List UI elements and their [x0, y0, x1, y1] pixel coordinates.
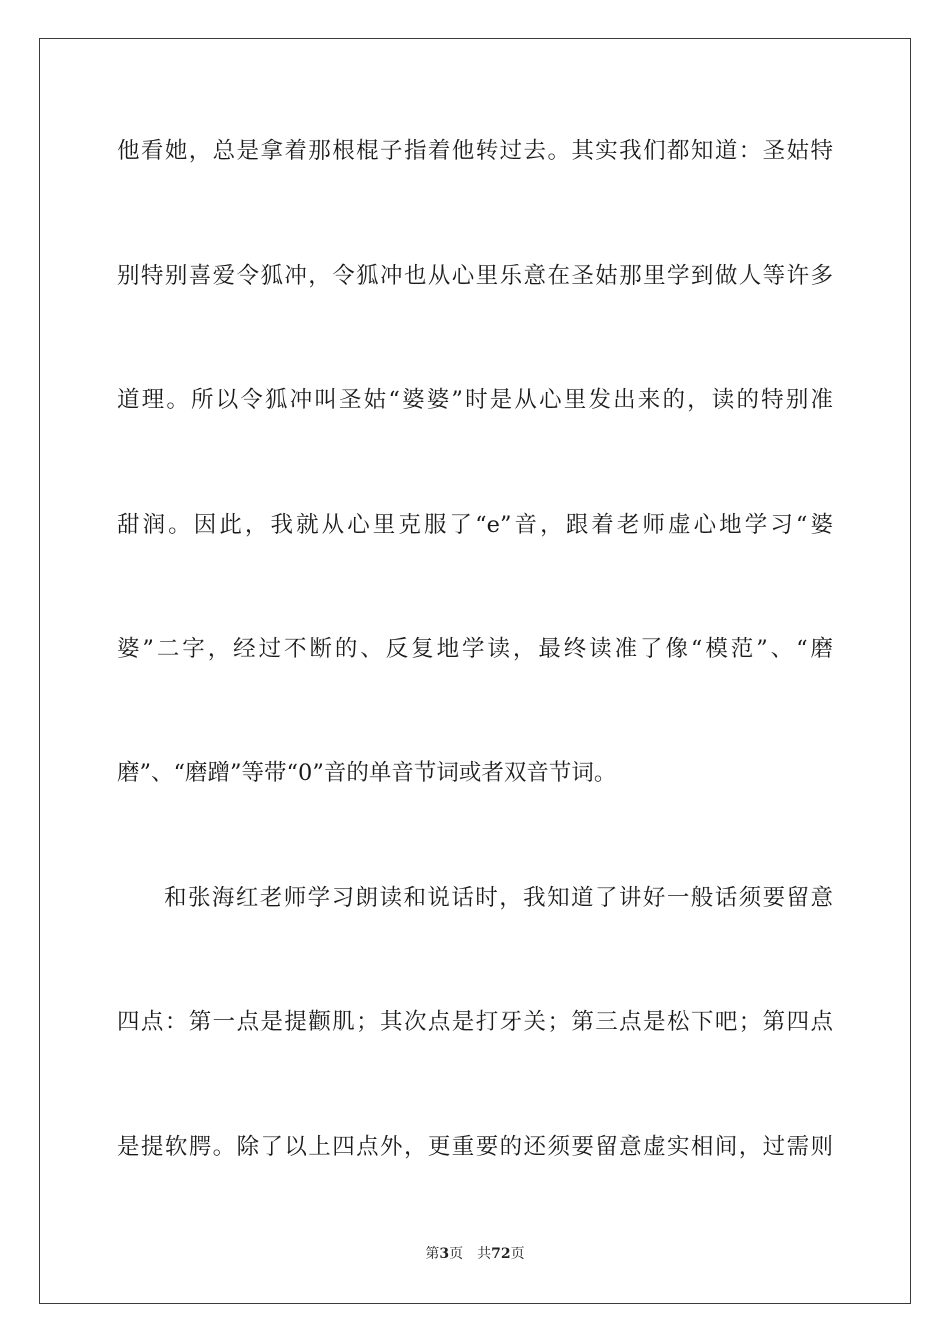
text-line-3: 道理。所以令狐冲叫圣姑“婆婆”时是从心里发出来的，读的特别准 — [117, 387, 833, 413]
total-suffix: 页 — [510, 1246, 525, 1262]
page-prefix: 第 — [425, 1246, 440, 1262]
text-line-8: 四点：第一点是提颧肌；其次点是打牙关；第三点是松下吧；第四点 — [117, 1009, 833, 1035]
page-border — [39, 38, 911, 1304]
text-line-5: 婆”二字，经过不断的、反复地学读，最终读准了像“模范”、“磨 — [117, 636, 833, 662]
total-pages: 72 — [491, 1246, 511, 1262]
text-line-1: 他看她，总是拿着那根棍子指着他转过去。其实我们都知道：圣姑特 — [117, 138, 833, 164]
text-line-9: 是提软腭。除了以上四点外，更重要的还须要留意虚实相间，过需则 — [117, 1134, 833, 1160]
text-line-2: 别特别喜爱令狐冲，令狐冲也从心里乐意在圣姑那里学到做人等许多 — [117, 263, 833, 289]
text-line-7: 和张海红老师学习朗读和说话时，我知道了讲好一般话须要留意 — [164, 885, 833, 911]
total-prefix: 共 — [477, 1246, 492, 1262]
page-footer — [0, 1244, 950, 1264]
page-number: 3 — [439, 1246, 450, 1262]
page-suffix: 页 — [449, 1246, 464, 1262]
text-line-6: 磨”、“磨蹭”等带“0”音的单音节词或者双音节词。 — [117, 760, 617, 786]
text-line-4: 甜润。因此，我就从心里克服了“e”音，跟着老师虚心地学习“婆 — [117, 512, 833, 538]
